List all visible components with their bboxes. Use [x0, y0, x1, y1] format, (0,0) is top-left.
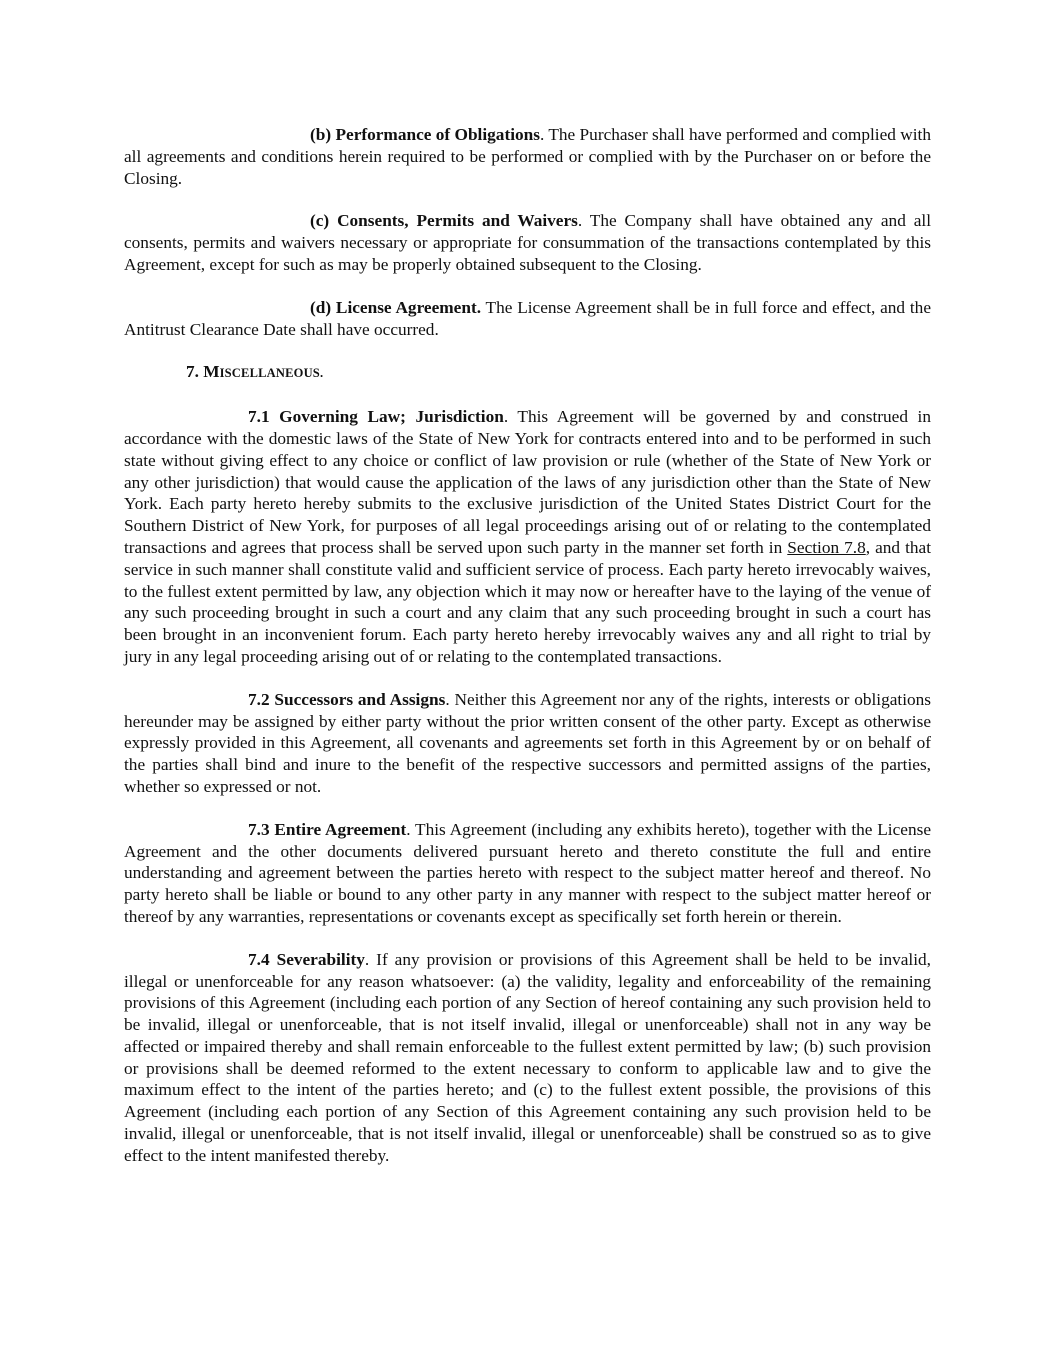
section-7-8-reference[interactable]: Section 7.8 [787, 537, 866, 557]
clause-d-heading: (d) License Agreement. [310, 297, 482, 317]
clause-c [124, 210, 931, 275]
clause-b [124, 124, 931, 189]
section-7-1-text-after: , and that service in such manner shall constitute valid and sufficient service of process. Each party hereto irrevocably waives, to the fullest extent permitted by law, any objection which it may now or hereafter have to the laying of the venue of any such proceeding brought in such a court and any claim that any such proceeding brought in such a court has been brought in an inconvenient forum. Each party hereto hereby irrevocably waives any and all right to trial by jury in any legal proceeding arising out of or relating to the contemplated transactions. [124, 537, 931, 666]
clause-d [124, 297, 931, 341]
section-7-1 [124, 406, 931, 668]
clause-b-text: The Purchaser shall have performed and complied with all agreements and conditions herein required to be performed or complied with by the Purchaser on or before the Closing. [124, 125, 931, 188]
section-7-heading-number: 7. M [186, 362, 220, 382]
section-7-3-heading: 7.3 Entire Agreement [248, 819, 407, 839]
section-7-4-heading: 7.4 Severability [248, 949, 365, 969]
clause-b-heading: (b) Performance of Obligations [310, 125, 540, 144]
section-7-4 [124, 949, 931, 1167]
document-page [124, 124, 931, 1188]
clause-c-heading: (c) Consents, Permits and Waivers [310, 211, 578, 231]
clause-b-heading-suffix: . [539, 125, 545, 144]
section-7-3 [124, 819, 931, 928]
section-7-2 [124, 689, 931, 798]
section-7-heading-rest: ISCELLANEOUS. [219, 366, 324, 381]
section-7-3-text: . This Agreement (including any exhibits hereto), together with the License Agreement and the other documents delivered pursuant hereto and thereto constitute the full and entire understanding and agreement between the parties hereto with respect to the subject matter hereof and thereof. No party hereto shall be liable or bound to any other party in any manner with respect to the subject matter hereof or thereof by any warranties, representations or covenants except as specifically set forth herein or therein. [124, 819, 931, 926]
clause-c-text: The Company shall have obtained any and all consents, permits and waivers necessary or appropriate for consummation of the transactions contemplated by this Agreement, except for such as may be properly obtained subsequent to the Closing. [124, 211, 931, 274]
clause-d-text: The License Agreement shall be in full force and effect, and the Antitrust Clearance Date shall have occurred. [124, 297, 931, 339]
clause-c-heading-suffix: . [577, 211, 583, 231]
section-7-4-text: . If any provision or provisions of this Agreement shall be held to be invalid, illegal or unenforceable for any reason whatsoever: (a) the validity, legality and enforceability of the remaining provisions of this Agreement (including each portion of any Section of hereof containing any such provision held to be invalid, illegal or unenforceable, that is not itself invalid, illegal or unenforceable) shall not in any way be affected or impaired thereby and shall remain enforceable to the fullest extent permitted by law; (b) such provision or provisions shall be deemed reformed to the extent necessary to conform to applicable law and to give the maximum effect to the intent of the parties hereto; and (c) to the fullest extent possible, the provisions of this Agreement (including each portion of any Section of this Agreement containing any such provision held to be invalid, illegal or unenforceable, that is not itself invalid, illegal or unenforceable) shall be construed so as to give effect to the intent manifested thereby. [124, 949, 931, 1165]
section-7-1-text-before: . This Agreement will be governed by and construed in accordance with the domestic laws of the State of New York for contracts entered into and to be performed in such state without giving effect to any choice or conflict of law provision or rule (whether of the State of New York or any other jurisdiction) that would cause the application of the laws of any jurisdiction other than the State of New York. Each party hereto hereby submits to the exclusive jurisdiction of the United States District Court for the Southern District of New York, for purposes of all legal proceedings arising out of or relating to the contemplated transactions and agrees that process shall be served upon such party in the manner set forth in [124, 407, 931, 557]
section-7-heading [124, 361, 931, 385]
section-7-1-heading: 7.1 Governing Law; Jurisdiction [248, 407, 504, 427]
section-7-2-text: . Neither this Agreement nor any of the rights, interests or obligations hereunder may be assigned by either party without the prior written consent of the other party. Except as otherwise expressly provided in this Agreement, all covenants and agreements set forth in this Agreement by or on behalf of the parties shall bind and inure to the benefit of the respective successors and permitted assigns of the parties, whether so expressed or not. [124, 689, 932, 796]
section-7-2-heading: 7.2 Successors and Assigns [248, 689, 446, 709]
